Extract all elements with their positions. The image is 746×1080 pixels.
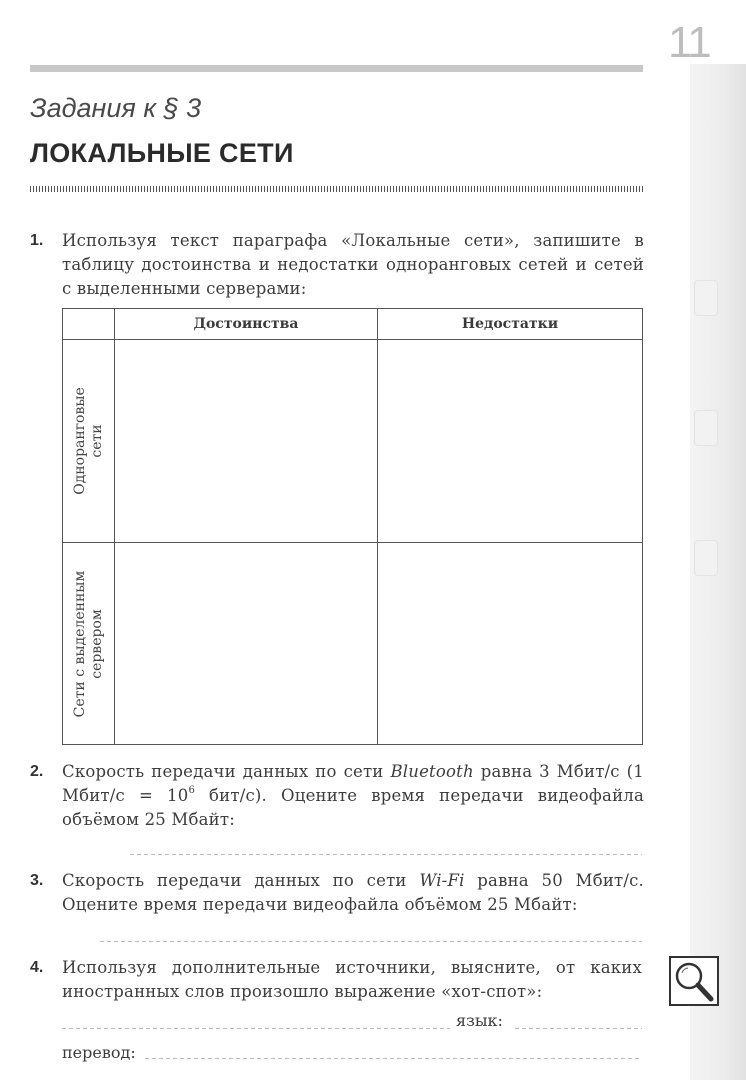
row-label-line: сети (88, 424, 105, 458)
superscript: 6 (188, 784, 196, 796)
row-header-peer-to-peer (63, 340, 115, 543)
translation-input[interactable] (145, 1058, 642, 1059)
task-number: 4. (30, 959, 44, 976)
edge-tab (694, 540, 718, 576)
translation-label: перевод: (62, 1043, 136, 1062)
task-text: Используя дополнительные источники, выясните, от каких иностранных слов произошло выражение «хот-спот»: (62, 958, 642, 1001)
edge-tab (694, 410, 718, 446)
task-1 (30, 229, 644, 301)
cell-disadvantages[interactable] (378, 340, 643, 543)
section-title: ЛОКАЛЬНЫЕ СЕТИ (30, 138, 294, 168)
table-row (63, 543, 643, 745)
language-input[interactable] (515, 1028, 642, 1029)
text-span: равна 3 Мбит/с (1 Мбит/с = 10 (62, 762, 645, 805)
text-span: Скорость передачи данных по сети (62, 871, 420, 890)
text-span: бит/с). Оцените время передачи видеофайла объёмом 25 Мбайт: (62, 786, 644, 829)
section-subtitle: Задания к § 3 (30, 93, 202, 123)
hatched-divider (30, 186, 643, 192)
text-span: Скорость передачи данных по сети (62, 762, 391, 781)
column-header-disadvantages: Недостатки (378, 309, 643, 340)
task-number: 2. (30, 763, 44, 780)
text-span: равна 50 Мбит/с. Оцените время передачи видеофайла объёмом 25 Мбайт: (62, 871, 645, 914)
task-2 (30, 760, 644, 832)
task-number: 1. (30, 232, 44, 249)
magnifier-icon (669, 956, 719, 1006)
language-label: язык: (456, 1011, 503, 1030)
cell-disadvantages[interactable] (378, 543, 643, 745)
text-italic: Bluetooth (390, 762, 474, 781)
row-header-dedicated-server (63, 543, 115, 745)
task-text (62, 869, 644, 917)
task-4 (30, 956, 642, 1004)
header-rule (30, 65, 643, 72)
page-number: 11 (668, 18, 710, 67)
column-header-advantages: Достоинства (115, 309, 378, 340)
task-number: 3. (30, 872, 44, 889)
table-header-row (63, 309, 643, 340)
answer-line-task-3[interactable] (100, 941, 642, 942)
row-label-line: сервером (88, 608, 105, 679)
text-italic: Wi-Fi (419, 871, 465, 890)
task-text (62, 760, 644, 832)
answer-line-words[interactable] (62, 1028, 450, 1029)
table-row (63, 340, 643, 543)
answer-line-task-2[interactable] (130, 854, 642, 855)
corner-cell (63, 309, 115, 340)
row-label-line: Одноранговые (71, 387, 88, 495)
edge-tab (694, 280, 718, 316)
cell-advantages[interactable] (115, 340, 378, 543)
row-label-line: Сети с выделенным (71, 570, 88, 717)
task-text: Используя текст параграфа «Локальные сети», запишите в таблицу достоинства и недостатки одноранговых сетей и сетей с выделенными серверами: (62, 231, 644, 298)
cell-advantages[interactable] (115, 543, 378, 745)
task-3 (30, 869, 644, 917)
pros-cons-table (62, 308, 643, 745)
